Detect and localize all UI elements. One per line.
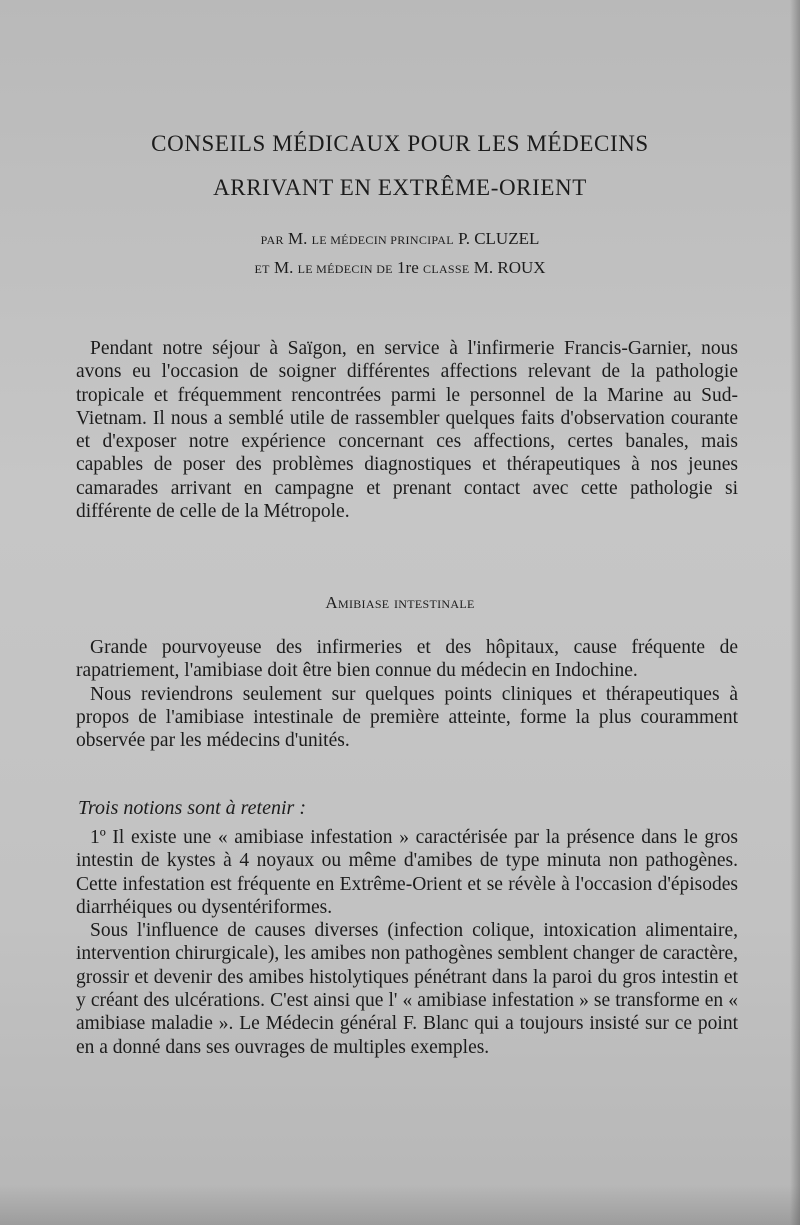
author-byline-2 (0, 258, 800, 278)
author-name-1: P. CLUZEL (458, 229, 540, 248)
section-paragraph: Nous reviendrons seulement sur quelques points cliniques et thérapeutiques à propos de l'amibiase intestinale de première atteinte, forme la plus couramment observée par les médecins d'unités. (76, 683, 738, 752)
page-edge-shadow (790, 0, 800, 1225)
section-heading (0, 593, 800, 613)
author-name-2: M. ROUX (473, 258, 546, 277)
intro-block (76, 337, 738, 523)
section-paragraph: Grande pourvoyeuse des infirmeries et des hôpitaux, cause fréquente de rapatriement, l'amibiase doit être bien connue du médecin en Indochine. (76, 637, 738, 682)
byline-role-2: LE MÉDECIN DE (297, 262, 393, 276)
byline-m-2: M. (273, 258, 294, 277)
subheading: Trois notions sont à retenir : (78, 797, 306, 819)
section-block (76, 636, 738, 752)
article-title-line-1: CONSEILS MÉDICAUX POUR LES MÉDECINS (151, 131, 649, 156)
byline-role-1: LE MÉDECIN PRINCIPAL (311, 233, 454, 247)
byline-prefix-et: ET (254, 262, 270, 276)
notions-block (76, 826, 738, 1059)
byline-class-number: 1re (397, 258, 419, 277)
byline-class: CLASSE (423, 262, 470, 276)
notion-paragraph: 1º Il existe une « amibiase infestation » caractérisée par la présence dans le gros intestin de kystes à 4 noyaux ou même d'amibes de type minuta non pathogènes. Cette infestation est fréquente en Extrême-Orient et se révèle à l'occasion d'épisodes diarrhéiques ou dysentériformes. (76, 827, 738, 918)
intro-paragraph: Pendant notre séjour à Saïgon, en service à l'infirmerie Francis-Garnier, nous avons eu l'occasion de soigner différentes affections relevant de la pathologie tropicale et fréquemment rencontrées parmi le personnel de la Marine au Sud-Vietnam. Il nous a semblé utile de rassembler quelques faits d'observation courante et d'exposer notre expérience concernant ces affections, certes banales, mais capables de poser des problèmes diagnostiques et thérapeutiques à nos jeunes camarades arrivant en campagne et prenant contact avec cette pathologie si différente de celle de la Métropole. (76, 338, 738, 523)
page-bottom-shadow (0, 1185, 800, 1225)
section-heading-text: Amibiase intestinale (325, 593, 475, 612)
byline-prefix-par: PAR (260, 233, 284, 247)
notion-paragraph: Sous l'influence de causes diverses (infection colique, intoxication alimentaire, intervention chirurgicale), les amibes non pathogènes semblent changer de caractère, grossir et devenir des amibes histolytiques pénétrant dans la paroi du gros intestin et y créant des ulcérations. C'est ainsi que l' « amibiase infestation » se transforme en « amibiase maladie ». Le Médecin général F. Blanc qui a toujours insisté sur ce point en a donné dans ses ouvrages de multiples exemples. (76, 920, 738, 1058)
byline-m-1: M. (288, 229, 308, 248)
author-byline-1 (0, 229, 800, 249)
article-title-line-2: ARRIVANT EN EXTRÊME-ORIENT (213, 175, 587, 200)
